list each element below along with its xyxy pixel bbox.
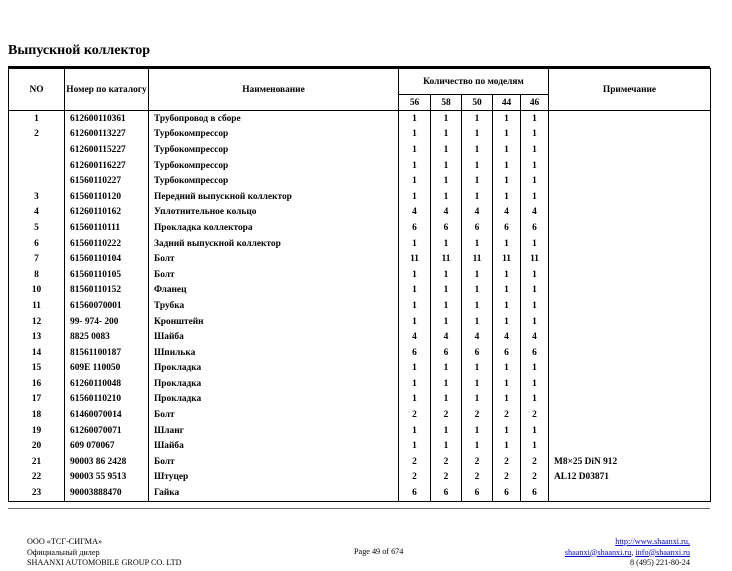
cell-qty: 2 [462,454,493,470]
cell-qty: 2 [493,470,521,486]
cell-name: Кронштейн [149,314,399,330]
cell-qty: 1 [493,361,521,377]
table-row [9,376,711,392]
cell-note: M8×25 DiN 912 [549,454,711,470]
page-title: Выпускной коллектор [8,43,150,58]
cell-catalog: 61260110162 [65,205,149,221]
cell-qty: 1 [431,423,462,439]
cell-qty: 1 [462,236,493,252]
cell-qty: 2 [399,407,431,423]
cell-qty: 1 [462,189,493,205]
cell-no: 22 [9,470,65,486]
table-row [9,298,711,314]
table-row [9,127,711,143]
cell-qty: 2 [431,407,462,423]
cell-qty: 6 [399,485,431,501]
cell-qty: 1 [521,361,549,377]
cell-no: 16 [9,376,65,392]
header-no: NO [9,69,65,111]
cell-qty: 4 [431,205,462,221]
cell-no: 1 [9,111,65,127]
cell-qty: 2 [493,454,521,470]
cell-qty: 1 [521,189,549,205]
cell-qty: 4 [521,329,549,345]
cell-no: 11 [9,298,65,314]
cell-qty: 1 [399,392,431,408]
cell-qty: 1 [431,298,462,314]
cell-qty: 1 [493,111,521,127]
cell-qty: 2 [462,407,493,423]
cell-catalog: 61560110120 [65,189,149,205]
cell-name: Передний выпускной коллектор [149,189,399,205]
cell-qty: 1 [462,423,493,439]
cell-qty: 1 [521,127,549,143]
cell-qty: 1 [493,392,521,408]
cell-qty: 1 [493,127,521,143]
cell-catalog: 99- 974- 200 [65,314,149,330]
table-row [9,205,711,221]
cell-qty: 1 [431,361,462,377]
cell-qty: 6 [431,345,462,361]
table-row [9,158,711,174]
cell-qty: 1 [431,267,462,283]
cell-no: 8 [9,267,65,283]
footer-company-block [27,537,182,569]
header-model: 50 [462,95,493,111]
cell-qty: 2 [462,470,493,486]
cell-qty: 2 [399,454,431,470]
header-qty: Количество по моделям [399,69,549,95]
cell-qty: 4 [493,205,521,221]
cell-qty: 6 [493,485,521,501]
table-row [9,438,711,454]
footer-page-number: Page 49 of 674 [354,547,404,556]
cell-qty: 2 [493,407,521,423]
cell-no: 7 [9,251,65,267]
cell-qty: 1 [399,111,431,127]
table-row [9,345,711,361]
cell-no [9,142,65,158]
cell-no: 2 [9,127,65,143]
cell-qty: 4 [431,329,462,345]
cell-note [549,361,711,377]
email-separator: , [631,547,634,557]
cell-qty: 11 [399,251,431,267]
cell-qty: 1 [399,438,431,454]
cell-qty: 1 [462,298,493,314]
cell-qty: 1 [462,267,493,283]
footer-company: ООО «ТСГ-СИГМА» [27,537,103,546]
cell-qty: 6 [399,345,431,361]
cell-qty: 1 [431,142,462,158]
cell-name: Штуцер [149,470,399,486]
cell-note [549,392,711,408]
cell-qty: 2 [521,454,549,470]
cell-no: 12 [9,314,65,330]
cell-name: Трубка [149,298,399,314]
table-row [9,220,711,236]
cell-name: Болт [149,267,399,283]
cell-catalog: 61560070001 [65,298,149,314]
cell-note [549,111,711,127]
cell-qty: 1 [521,236,549,252]
cell-name: Шланг [149,423,399,439]
cell-qty: 1 [431,127,462,143]
cell-qty: 4 [399,205,431,221]
cell-catalog: 61560110222 [65,236,149,252]
cell-qty: 2 [399,470,431,486]
cell-qty: 1 [431,236,462,252]
cell-qty: 1 [462,142,493,158]
cell-qty: 1 [521,267,549,283]
table-row [9,454,711,470]
cell-name: Трубопровод в сборе [149,111,399,127]
cell-qty: 1 [521,392,549,408]
cell-name: Прокладка [149,376,399,392]
cell-no: 17 [9,392,65,408]
cell-qty: 1 [462,283,493,299]
table-row [9,407,711,423]
footer-phone: 8 (495) 221-80-24 [629,558,690,567]
cell-no: 19 [9,423,65,439]
cell-qty: 1 [462,111,493,127]
parts-table-body [9,111,711,502]
cell-qty: 1 [521,423,549,439]
cell-note [549,376,711,392]
cell-qty: 11 [493,251,521,267]
table-row [9,111,711,127]
cell-qty: 6 [493,345,521,361]
cell-qty: 1 [521,314,549,330]
cell-catalog: 81561100187 [65,345,149,361]
cell-no: 21 [9,454,65,470]
cell-note [549,423,711,439]
cell-qty: 1 [493,189,521,205]
cell-qty: 1 [493,438,521,454]
cell-qty: 1 [462,392,493,408]
cell-note [549,298,711,314]
footer-contacts [565,537,690,569]
cell-qty: 4 [399,329,431,345]
table-row [9,329,711,345]
cell-name: Болт [149,251,399,267]
cell-qty: 6 [521,345,549,361]
cell-catalog: 609 070067 [65,438,149,454]
footer-dealer: Официальный дилер [27,547,100,557]
cell-qty: 1 [462,127,493,143]
cell-qty: 1 [462,158,493,174]
cell-catalog: 90003 86 2428 [65,454,149,470]
header-note: Примечание [549,69,711,111]
cell-qty: 1 [431,283,462,299]
table-row [9,470,711,486]
cell-catalog: 61560110111 [65,220,149,236]
cell-qty: 2 [521,407,549,423]
cell-qty: 1 [399,423,431,439]
email-link[interactable]: info@shaanxi.ru [635,547,690,557]
table-row [9,314,711,330]
cell-qty: 1 [521,376,549,392]
cell-catalog: 61560110104 [65,251,149,267]
cell-qty: 1 [399,142,431,158]
cell-name: Шайба [149,329,399,345]
cell-note [549,142,711,158]
cell-qty: 1 [399,376,431,392]
cell-qty: 6 [521,220,549,236]
cell-qty: 1 [431,314,462,330]
cell-qty: 11 [462,251,493,267]
cell-qty: 1 [399,173,431,189]
cell-note [549,220,711,236]
header-name: Наименование [149,69,399,111]
cell-no [9,158,65,174]
cell-catalog: 61460070014 [65,407,149,423]
email-link[interactable]: shaanxi@shaanxi.ru [564,547,632,557]
cell-no: 14 [9,345,65,361]
cell-name: Болт [149,454,399,470]
cell-qty: 1 [521,298,549,314]
cell-name: Прокладка [149,392,399,408]
cell-qty: 1 [399,267,431,283]
cell-qty: 11 [521,251,549,267]
cell-qty: 6 [521,485,549,501]
cell-qty: 1 [399,314,431,330]
cell-qty: 1 [399,158,431,174]
cell-qty: 1 [521,438,549,454]
table-row [9,392,711,408]
cell-qty: 4 [493,329,521,345]
cell-catalog: 90003 55 9513 [65,470,149,486]
cell-qty: 6 [431,220,462,236]
cell-no: 23 [9,485,65,501]
table-row [9,361,711,377]
cell-catalog: 8825 0083 [65,329,149,345]
cell-qty: 4 [462,329,493,345]
cell-name: Задний выпускной коллектор [149,236,399,252]
table-row [9,283,711,299]
cell-qty: 1 [462,361,493,377]
cell-qty: 1 [521,173,549,189]
cell-name: Болт [149,407,399,423]
cell-catalog: 61560110227 [65,173,149,189]
table-row [9,173,711,189]
cell-note [549,407,711,423]
cell-catalog: 612600113227 [65,127,149,143]
cell-note [549,127,711,143]
cell-qty: 1 [431,376,462,392]
cell-qty: 1 [493,376,521,392]
cell-no [9,173,65,189]
cell-name: Турбокомпрессор [149,173,399,189]
cell-qty: 1 [431,158,462,174]
footer-rule [8,508,710,509]
cell-note [549,189,711,205]
cell-qty: 1 [431,173,462,189]
cell-qty: 4 [521,205,549,221]
cell-no: 6 [9,236,65,252]
cell-name: Турбокомпрессор [149,142,399,158]
cell-qty: 1 [493,283,521,299]
cell-note [549,283,711,299]
cell-qty: 1 [462,173,493,189]
cell-qty: 1 [521,283,549,299]
cell-no: 4 [9,205,65,221]
cell-qty: 6 [462,345,493,361]
cell-qty: 1 [493,314,521,330]
cell-qty: 1 [399,127,431,143]
table-row [9,189,711,205]
cell-qty: 4 [462,205,493,221]
cell-note [549,173,711,189]
header-model: 46 [521,95,549,111]
cell-qty: 11 [431,251,462,267]
cell-name: Фланец [149,283,399,299]
cell-no: 10 [9,283,65,299]
cell-catalog: 81560110152 [65,283,149,299]
cell-qty: 1 [493,158,521,174]
cell-qty: 1 [493,173,521,189]
cell-qty: 1 [462,314,493,330]
cell-qty: 1 [493,267,521,283]
cell-no: 20 [9,438,65,454]
cell-qty: 2 [431,470,462,486]
footer-group: SHAANXI AUTOMOBILE GROUP CO. LTD [27,558,182,567]
cell-catalog: 609E 110050 [65,361,149,377]
cell-catalog: 612600115227 [65,142,149,158]
table-row [9,142,711,158]
cell-catalog: 612600116227 [65,158,149,174]
cell-note [549,345,711,361]
cell-qty: 1 [521,111,549,127]
cell-no: 5 [9,220,65,236]
cell-catalog: 61560110210 [65,392,149,408]
header-catalog: Номер по каталогу [65,69,149,111]
cell-qty: 1 [431,392,462,408]
cell-note: AL12 D03871 [549,470,711,486]
cell-qty: 2 [521,470,549,486]
cell-no: 3 [9,189,65,205]
cell-name: Гайка [149,485,399,501]
cell-qty: 1 [431,189,462,205]
website-link[interactable]: http://www.shaanxi.ru, [615,537,690,546]
cell-qty: 1 [399,298,431,314]
header-model: 44 [493,95,521,111]
cell-catalog: 61260070071 [65,423,149,439]
cell-qty: 1 [521,142,549,158]
cell-note [549,205,711,221]
cell-qty: 6 [399,220,431,236]
cell-note [549,236,711,252]
cell-catalog: 61560110105 [65,267,149,283]
cell-qty: 2 [431,454,462,470]
cell-name: Шайба [149,438,399,454]
cell-qty: 1 [493,298,521,314]
table-row [9,251,711,267]
cell-no: 15 [9,361,65,377]
cell-name: Шпилька [149,345,399,361]
cell-catalog: 612600110361 [65,111,149,127]
cell-name: Уплотнительное кольцо [149,205,399,221]
cell-qty: 1 [493,423,521,439]
cell-name: Прокладка коллектора [149,220,399,236]
cell-note [549,438,711,454]
cell-name: Прокладка [149,361,399,377]
cell-note [549,485,711,501]
cell-qty: 1 [521,158,549,174]
cell-qty: 1 [493,142,521,158]
cell-note [549,158,711,174]
cell-qty: 6 [462,220,493,236]
cell-name: Турбокомпрессор [149,127,399,143]
cell-note [549,329,711,345]
cell-qty: 6 [431,485,462,501]
header-model: 58 [431,95,462,111]
parts-table [8,68,711,502]
cell-qty: 1 [462,376,493,392]
cell-name: Турбокомпрессор [149,158,399,174]
cell-qty: 1 [493,236,521,252]
cell-no: 18 [9,407,65,423]
table-row [9,267,711,283]
cell-qty: 1 [399,361,431,377]
cell-qty: 6 [462,485,493,501]
cell-note [549,314,711,330]
header-model: 56 [399,95,431,111]
cell-qty: 6 [493,220,521,236]
cell-qty: 1 [462,438,493,454]
cell-catalog: 90003888470 [65,485,149,501]
cell-note [549,267,711,283]
cell-no: 13 [9,329,65,345]
table-row [9,236,711,252]
cell-qty: 1 [431,438,462,454]
cell-qty: 1 [399,236,431,252]
cell-catalog: 61260110048 [65,376,149,392]
table-row [9,423,711,439]
cell-qty: 1 [399,189,431,205]
table-row [9,485,711,501]
cell-qty: 1 [431,111,462,127]
cell-note [549,251,711,267]
cell-qty: 1 [399,283,431,299]
